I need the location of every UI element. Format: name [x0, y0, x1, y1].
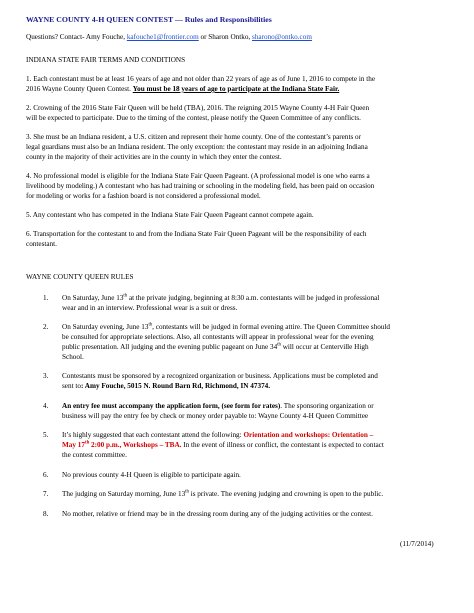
- county-rule-6-line-1: No previous county 4-H Queen is eligible to participate again.: [62, 471, 241, 479]
- county-rule-1-text-cont: at the private judging, beginning at 8:30 a.m. contestants will be judged in professional: [127, 294, 380, 302]
- state-rule-6-line-1: 6. Transportation for the contestant to and from the Indiana State Fair Queen Pageant will be the responsibility of each: [26, 230, 367, 238]
- state-rule-6-line-2: contestant.: [26, 240, 57, 248]
- county-rule-4-line-1: [62, 402, 374, 411]
- state-rule-1-line-2: [26, 85, 339, 94]
- county-rule-2-line-3: [62, 343, 369, 352]
- county-rule-5-text-cont: In the event of illness or conflict, the contestant is expected to contact: [181, 441, 384, 449]
- county-rule-7-number: 7.: [43, 490, 49, 498]
- state-fair-heading: INDIANA STATE FAIR TERMS AND CONDITIONS: [26, 56, 186, 64]
- state-rule-4-line-3: for modeling or works for a fashion board is not considered a professional model.: [26, 192, 261, 200]
- contact-middle: or Sharon Ontko,: [198, 33, 253, 41]
- county-rule-4-text: . The sponsoring organization or: [280, 402, 374, 410]
- county-rule-1-text: On Saturday, June 13: [62, 294, 124, 302]
- county-rule-7-line-1: [62, 490, 383, 499]
- state-rule-3-line-1: 3. She must be an Indiana resident, a U.S. citizen and represent their home county. One of the contestant’s parents or: [26, 133, 362, 141]
- ordinal-suffix: th: [84, 440, 90, 446]
- county-rule-2-number: 2.: [43, 323, 49, 331]
- document-title: WAYNE COUNTY 4-H QUEEN CONTEST — Rules and Responsibilities: [26, 15, 272, 24]
- county-rule-2-line-2: be consulted for appropriate selections. Also, all contestants will appear in professional wear for the evening: [62, 333, 374, 341]
- county-rule-4-number: 4.: [43, 402, 49, 410]
- state-rule-1-text: 2016 Wayne County Queen Contest.: [26, 85, 133, 93]
- state-rule-4-line-2: livelihood by modeling.) A contestant who has had training or schooling in the modeling field, has been paid on occasion: [26, 182, 375, 190]
- state-rule-2-line-1: 2. Crowning of the 2016 State Fair Queen will be held (TBA), 2016. The reigning 2015 Wayne County 4-H Fair Queen: [26, 104, 370, 112]
- state-rule-3-line-3: county in the majority of their activities are in the county in which they enter the contest.: [26, 153, 282, 161]
- county-rule-4-line-2: business will pay the entry fee by check or money order payable to: Wayne County 4-H Queen Committee: [62, 412, 369, 420]
- county-rule-3-text: sent to: [62, 382, 81, 390]
- state-rule-1-line-1: 1. Each contestant must be at least 16 years of age and not older than 22 years of age as of June 1, 2016 to compete in the: [26, 75, 376, 83]
- county-rule-1-line-2: wear and in an interview. Professional wear is a suit or dress.: [62, 304, 238, 312]
- county-rule-7-text-cont: is private. The evening judging and crowning is open to the public.: [188, 490, 384, 498]
- county-rule-5-text: It’s highly suggested that each contestant attend the following:: [62, 431, 244, 439]
- age-requirement-emphasis: You must be 18 years of age to participate at the Indiana State Fair.: [132, 85, 340, 93]
- county-rule-8-line-1: No mother, relative or friend may be in the dressing room during any of the judging activities or the contest.: [62, 510, 373, 518]
- email-link-amy[interactable]: kafouche1@frontier.com: [126, 33, 199, 41]
- ordinal-suffix: th: [185, 489, 189, 495]
- county-rule-5-number: 5.: [43, 431, 49, 439]
- county-rule-2-line-4: School.: [62, 353, 84, 361]
- county-rule-5-line-3: the contest committee.: [62, 451, 127, 459]
- entry-fee-emphasis: An entry fee must accompany the application form, (see form for rates): [62, 402, 281, 410]
- workshops-emphasis: 2:00 p.m., Workshops – TBA.: [89, 441, 182, 449]
- contact-line: [26, 33, 312, 42]
- county-rule-8-number: 8.: [43, 510, 49, 518]
- orientation-emphasis: Orientation and workshops: Orientation –: [243, 431, 374, 439]
- county-rule-2-text: On Saturday evening, June 13: [62, 323, 149, 331]
- county-rule-1-line-1: [62, 294, 379, 303]
- state-rule-3-line-2: legal guardians must also be an Indiana resident. The only exception: the contestant may reside in an adjoining Indiana: [26, 143, 368, 151]
- county-rule-6-number: 6.: [43, 471, 49, 479]
- email-link-sharon[interactable]: sharono@ontko.com: [252, 33, 312, 41]
- county-rule-5-line-2: [62, 441, 384, 450]
- county-rule-2-text-3-cont: will occur at Centerville High: [280, 343, 369, 351]
- state-rule-5-line-1: 5. Any contestant who has competed in the Indiana State Fair Queen Pageant cannot compete again.: [26, 211, 314, 219]
- county-rules-heading: WAYNE COUNTY QUEEN RULES: [26, 273, 134, 281]
- county-rule-3-number: 3.: [43, 372, 49, 380]
- orientation-date: May 17: [62, 441, 85, 449]
- county-rule-3-line-2: [62, 382, 270, 391]
- county-rule-7-text: The judging on Saturday morning, June 13: [62, 490, 186, 498]
- contact-prefix: Questions? Contact- Amy Fouche,: [26, 33, 127, 41]
- state-rule-4-line-1: 4. No professional model is eligible for the Indiana State Fair Queen Pageant. (A professional model is one who earns a: [26, 172, 370, 180]
- ordinal-suffix: th: [148, 322, 153, 328]
- county-rule-2-line-1: [62, 323, 390, 332]
- state-rule-2-line-2: will be expected to participate. Due to the timing of the contest, please notify the Queen Committee of any conflicts.: [26, 114, 361, 122]
- footer-date: (11/7/2014): [400, 540, 434, 548]
- ordinal-suffix: th: [277, 342, 281, 348]
- county-rule-2-text-3: public presentation. All judging and the evening public pageant on June 34: [62, 343, 278, 351]
- county-rule-2-text-cont: , contestants will be judged in formal evening attire. The Queen Committee should: [152, 323, 390, 331]
- county-rule-3-line-1: Contestants must be sponsored by a recognized organization or business. Applications must be completed and: [62, 372, 378, 380]
- county-rule-1-number: 1.: [43, 294, 49, 302]
- ordinal-suffix: th: [123, 293, 128, 299]
- mailing-address: : Amy Fouche, 5015 N. Round Barn Rd, Richmond, IN 47374.: [80, 382, 271, 390]
- county-rule-5-line-1: [62, 431, 373, 440]
